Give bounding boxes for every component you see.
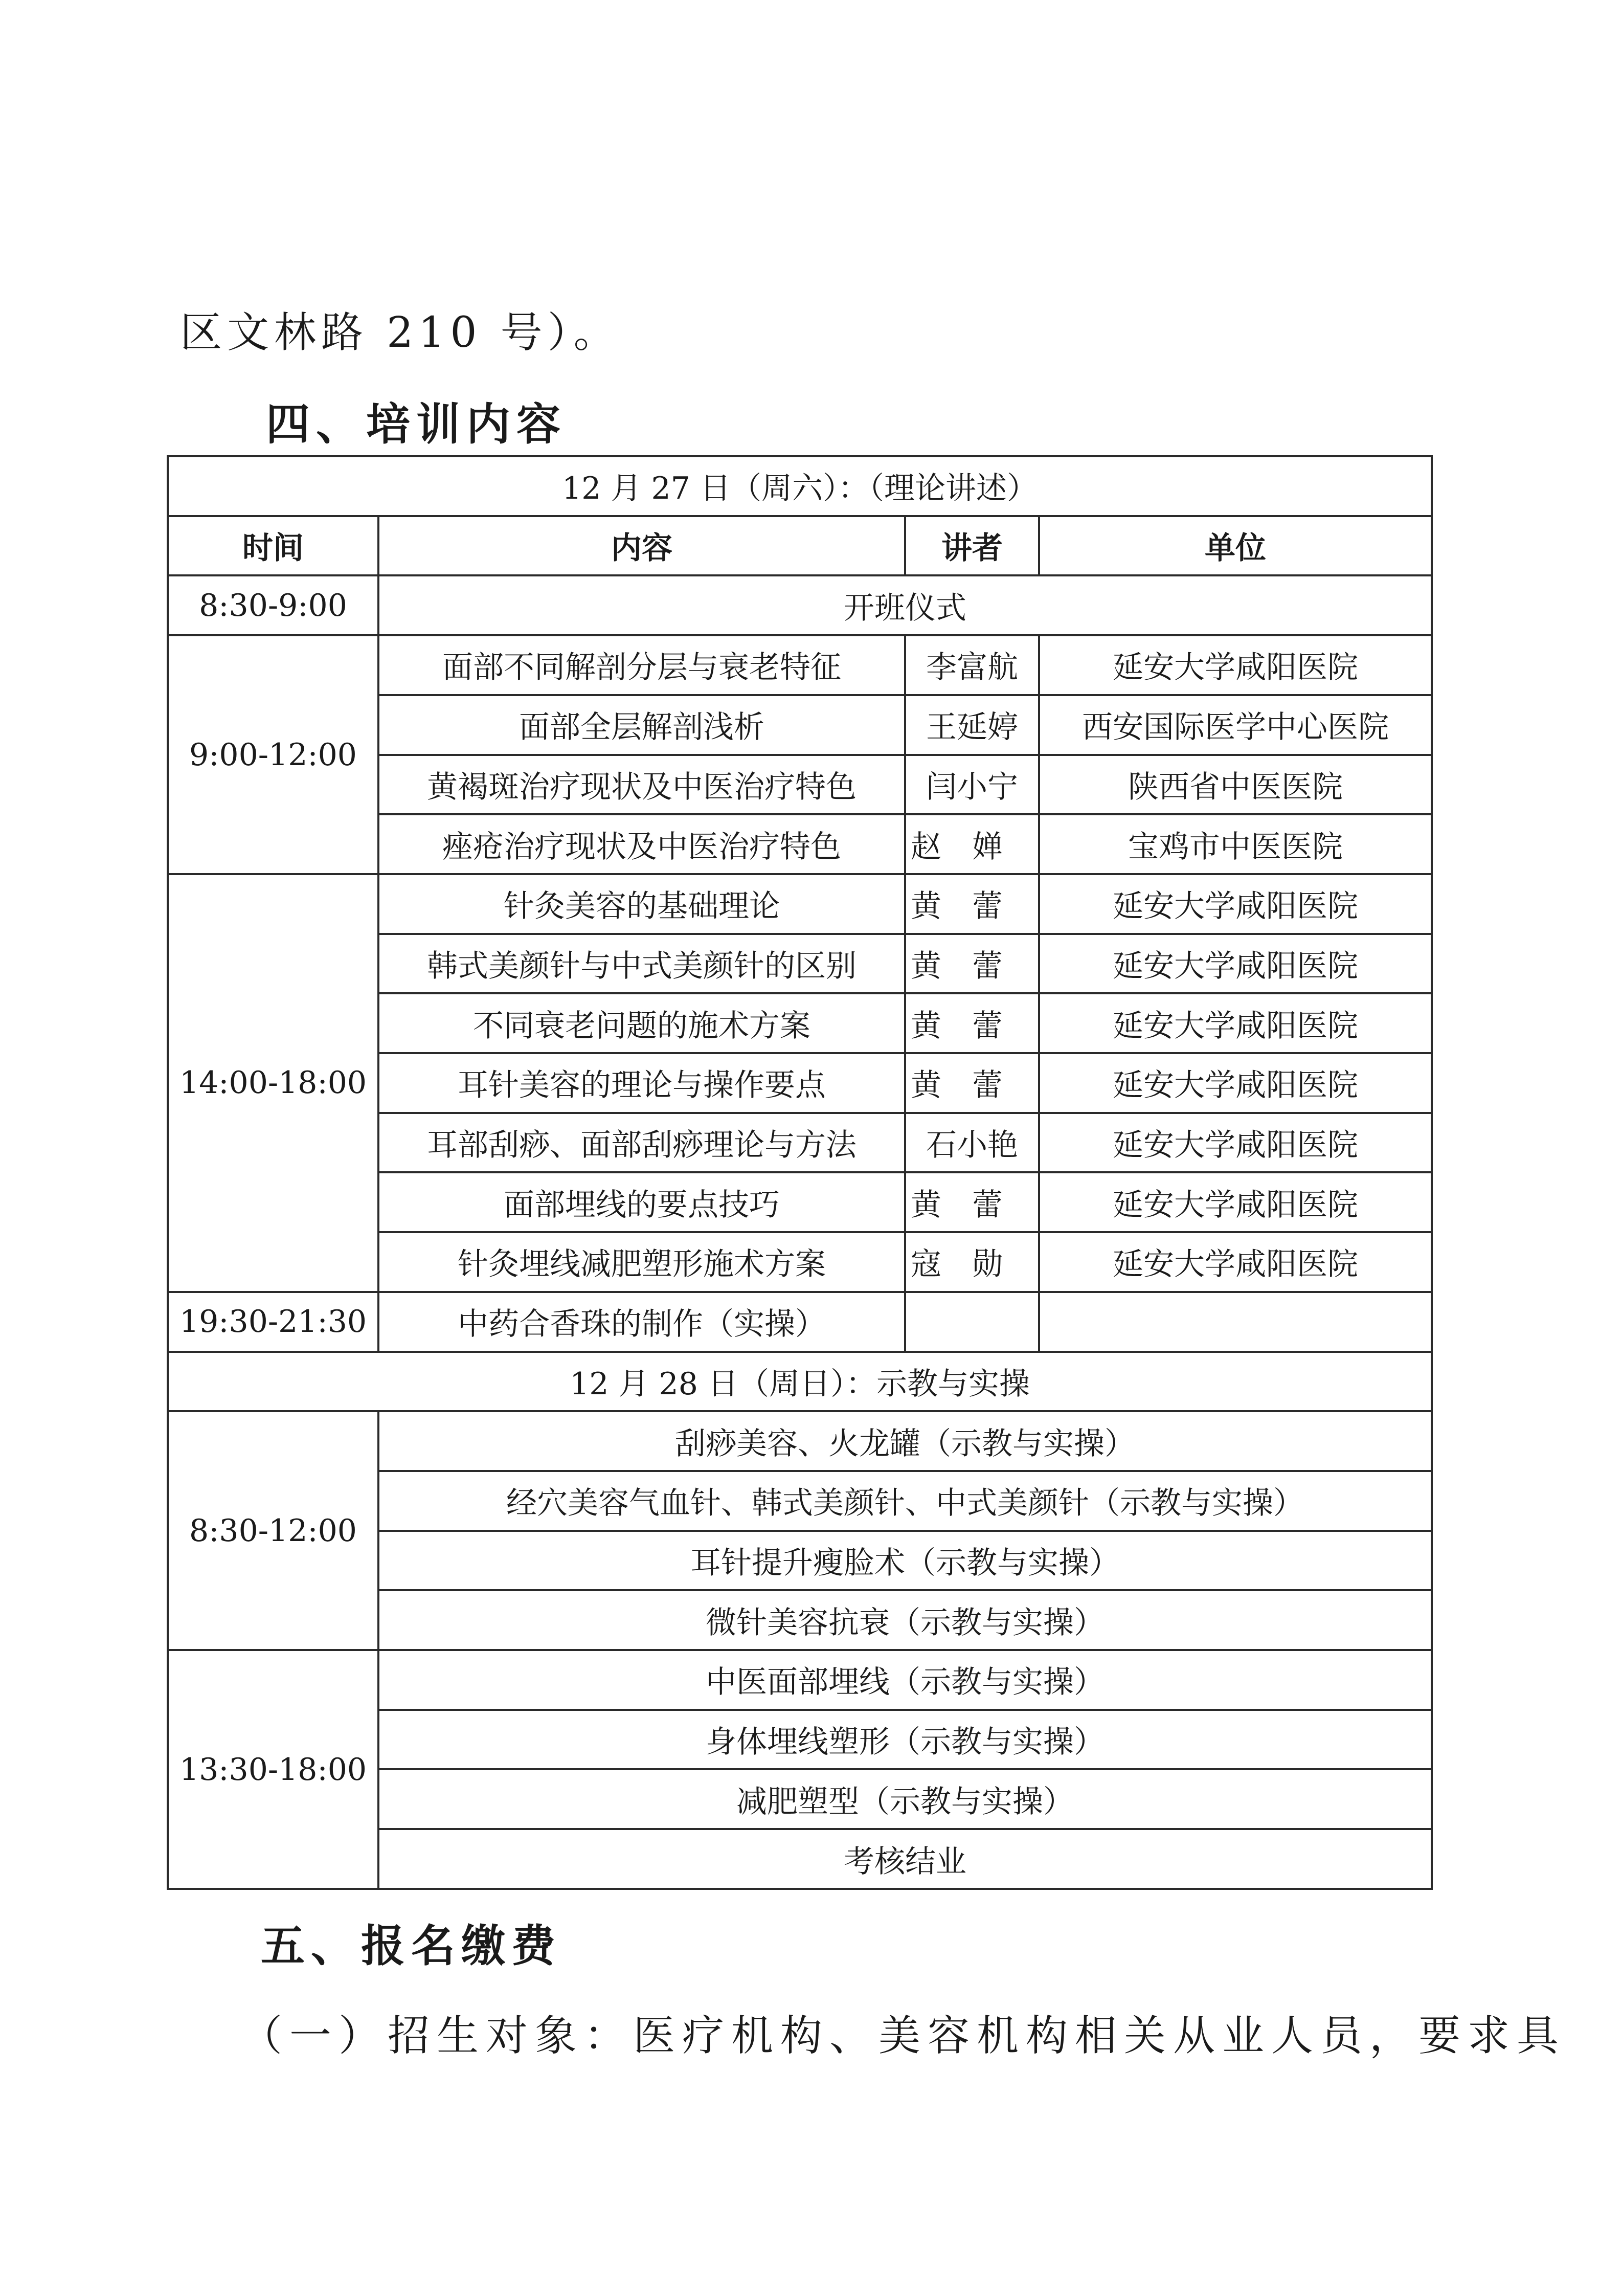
speaker-cell: 王延婷 [905, 695, 1039, 755]
intro-line: 区文林路 210 号）。 [180, 308, 621, 357]
content-cell: 不同衰老问题的施术方案 [378, 993, 905, 1053]
column-header-speaker: 讲者 [905, 516, 1039, 576]
content-cell: 针灸美容的基础理论 [378, 874, 905, 934]
content-cell: 身体埋线塑形（示教与实操） [378, 1710, 1432, 1770]
content-cell: 面部不同解剖分层与衰老特征 [378, 635, 905, 695]
time-cell: 9:00-12:00 [168, 635, 378, 874]
section-5-heading: 五、报名缴费 [261, 1921, 561, 1972]
content-cell: 面部埋线的要点技巧 [378, 1172, 905, 1232]
unit-cell: 延安大学咸阳医院 [1039, 1172, 1432, 1232]
day2-header-row [168, 1352, 1432, 1412]
speaker-cell: 黄蕾 [905, 1172, 1039, 1232]
day1-header: 12 月 27 日（周六）：（理论讲述） [168, 456, 1432, 516]
content-cell: 经穴美容气血针、韩式美颜针、中式美颜针（示教与实操） [378, 1471, 1432, 1531]
speaker-cell [905, 1292, 1039, 1352]
content-cell: 痤疮治疗现状及中医治疗特色 [378, 814, 905, 874]
unit-cell: 延安大学咸阳医院 [1039, 1232, 1432, 1292]
unit-cell: 延安大学咸阳医院 [1039, 635, 1432, 695]
speaker-cell: 石小艳 [905, 1113, 1039, 1173]
content-cell: 针灸埋线减肥塑形施术方案 [378, 1232, 905, 1292]
unit-cell: 延安大学咸阳医院 [1039, 1053, 1432, 1113]
speaker-cell: 闫小宁 [905, 755, 1039, 815]
content-cell: 开班仪式 [378, 575, 1432, 635]
column-header-unit: 单位 [1039, 516, 1432, 576]
content-cell: 微针美容抗衰（示教与实操） [378, 1590, 1432, 1650]
day2-header: 12 月 28 日（周日）：示教与实操 [168, 1352, 1432, 1412]
content-cell: 考核结业 [378, 1829, 1432, 1889]
unit-cell: 延安大学咸阳医院 [1039, 1113, 1432, 1173]
time-cell: 13:30-18:00 [168, 1650, 378, 1889]
unit-cell: 宝鸡市中医医院 [1039, 814, 1432, 874]
opening-row [168, 575, 1432, 635]
day1-header-row [168, 456, 1432, 516]
time-cell: 19:30-21:30 [168, 1292, 378, 1352]
table-row [168, 1411, 1432, 1471]
paragraph-enrollment-target: （一）招生对象：医疗机构、美容机构相关从业人员，要求具 [240, 2012, 1566, 2060]
content-cell: 耳部刮痧、面部刮痧理论与方法 [378, 1113, 905, 1173]
speaker-cell: 黄蕾 [905, 874, 1039, 934]
column-header-content: 内容 [378, 516, 905, 576]
unit-cell: 陕西省中医医院 [1039, 755, 1432, 815]
speaker-cell: 黄蕾 [905, 993, 1039, 1053]
content-cell: 黄褐斑治疗现状及中医治疗特色 [378, 755, 905, 815]
content-cell: 韩式美颜针与中式美颜针的区别 [378, 934, 905, 994]
speaker-cell: 李富航 [905, 635, 1039, 695]
table-row [168, 635, 1432, 695]
unit-cell: 延安大学咸阳医院 [1039, 934, 1432, 994]
time-cell: 8:30-9:00 [168, 575, 378, 635]
unit-cell: 延安大学咸阳医院 [1039, 993, 1432, 1053]
column-header-time: 时间 [168, 516, 378, 576]
content-cell: 刮痧美容、火龙罐（示教与实操） [378, 1411, 1432, 1471]
column-header-row [168, 516, 1432, 576]
speaker-cell: 赵婵 [905, 814, 1039, 874]
training-schedule-table [167, 455, 1433, 1890]
speaker-cell: 黄蕾 [905, 1053, 1039, 1113]
evening-row [168, 1292, 1432, 1352]
content-cell: 面部全层解剖浅析 [378, 695, 905, 755]
time-cell: 8:30-12:00 [168, 1411, 378, 1650]
time-cell: 14:00-18:00 [168, 874, 378, 1292]
unit-cell: 延安大学咸阳医院 [1039, 874, 1432, 934]
table-row [168, 874, 1432, 934]
speaker-cell: 黄蕾 [905, 934, 1039, 994]
content-cell: 耳针美容的理论与操作要点 [378, 1053, 905, 1113]
content-cell: 中医面部埋线（示教与实操） [378, 1650, 1432, 1710]
content-cell: 耳针提升瘦脸术（示教与实操） [378, 1531, 1432, 1591]
unit-cell [1039, 1292, 1432, 1352]
speaker-cell: 寇勋 [905, 1232, 1039, 1292]
content-cell: 中药合香珠的制作（实操） [378, 1292, 905, 1352]
table-row [168, 1650, 1432, 1710]
content-cell: 减肥塑型（示教与实操） [378, 1769, 1432, 1829]
section-4-heading: 四、培训内容 [266, 399, 567, 450]
unit-cell: 西安国际医学中心医院 [1039, 695, 1432, 755]
